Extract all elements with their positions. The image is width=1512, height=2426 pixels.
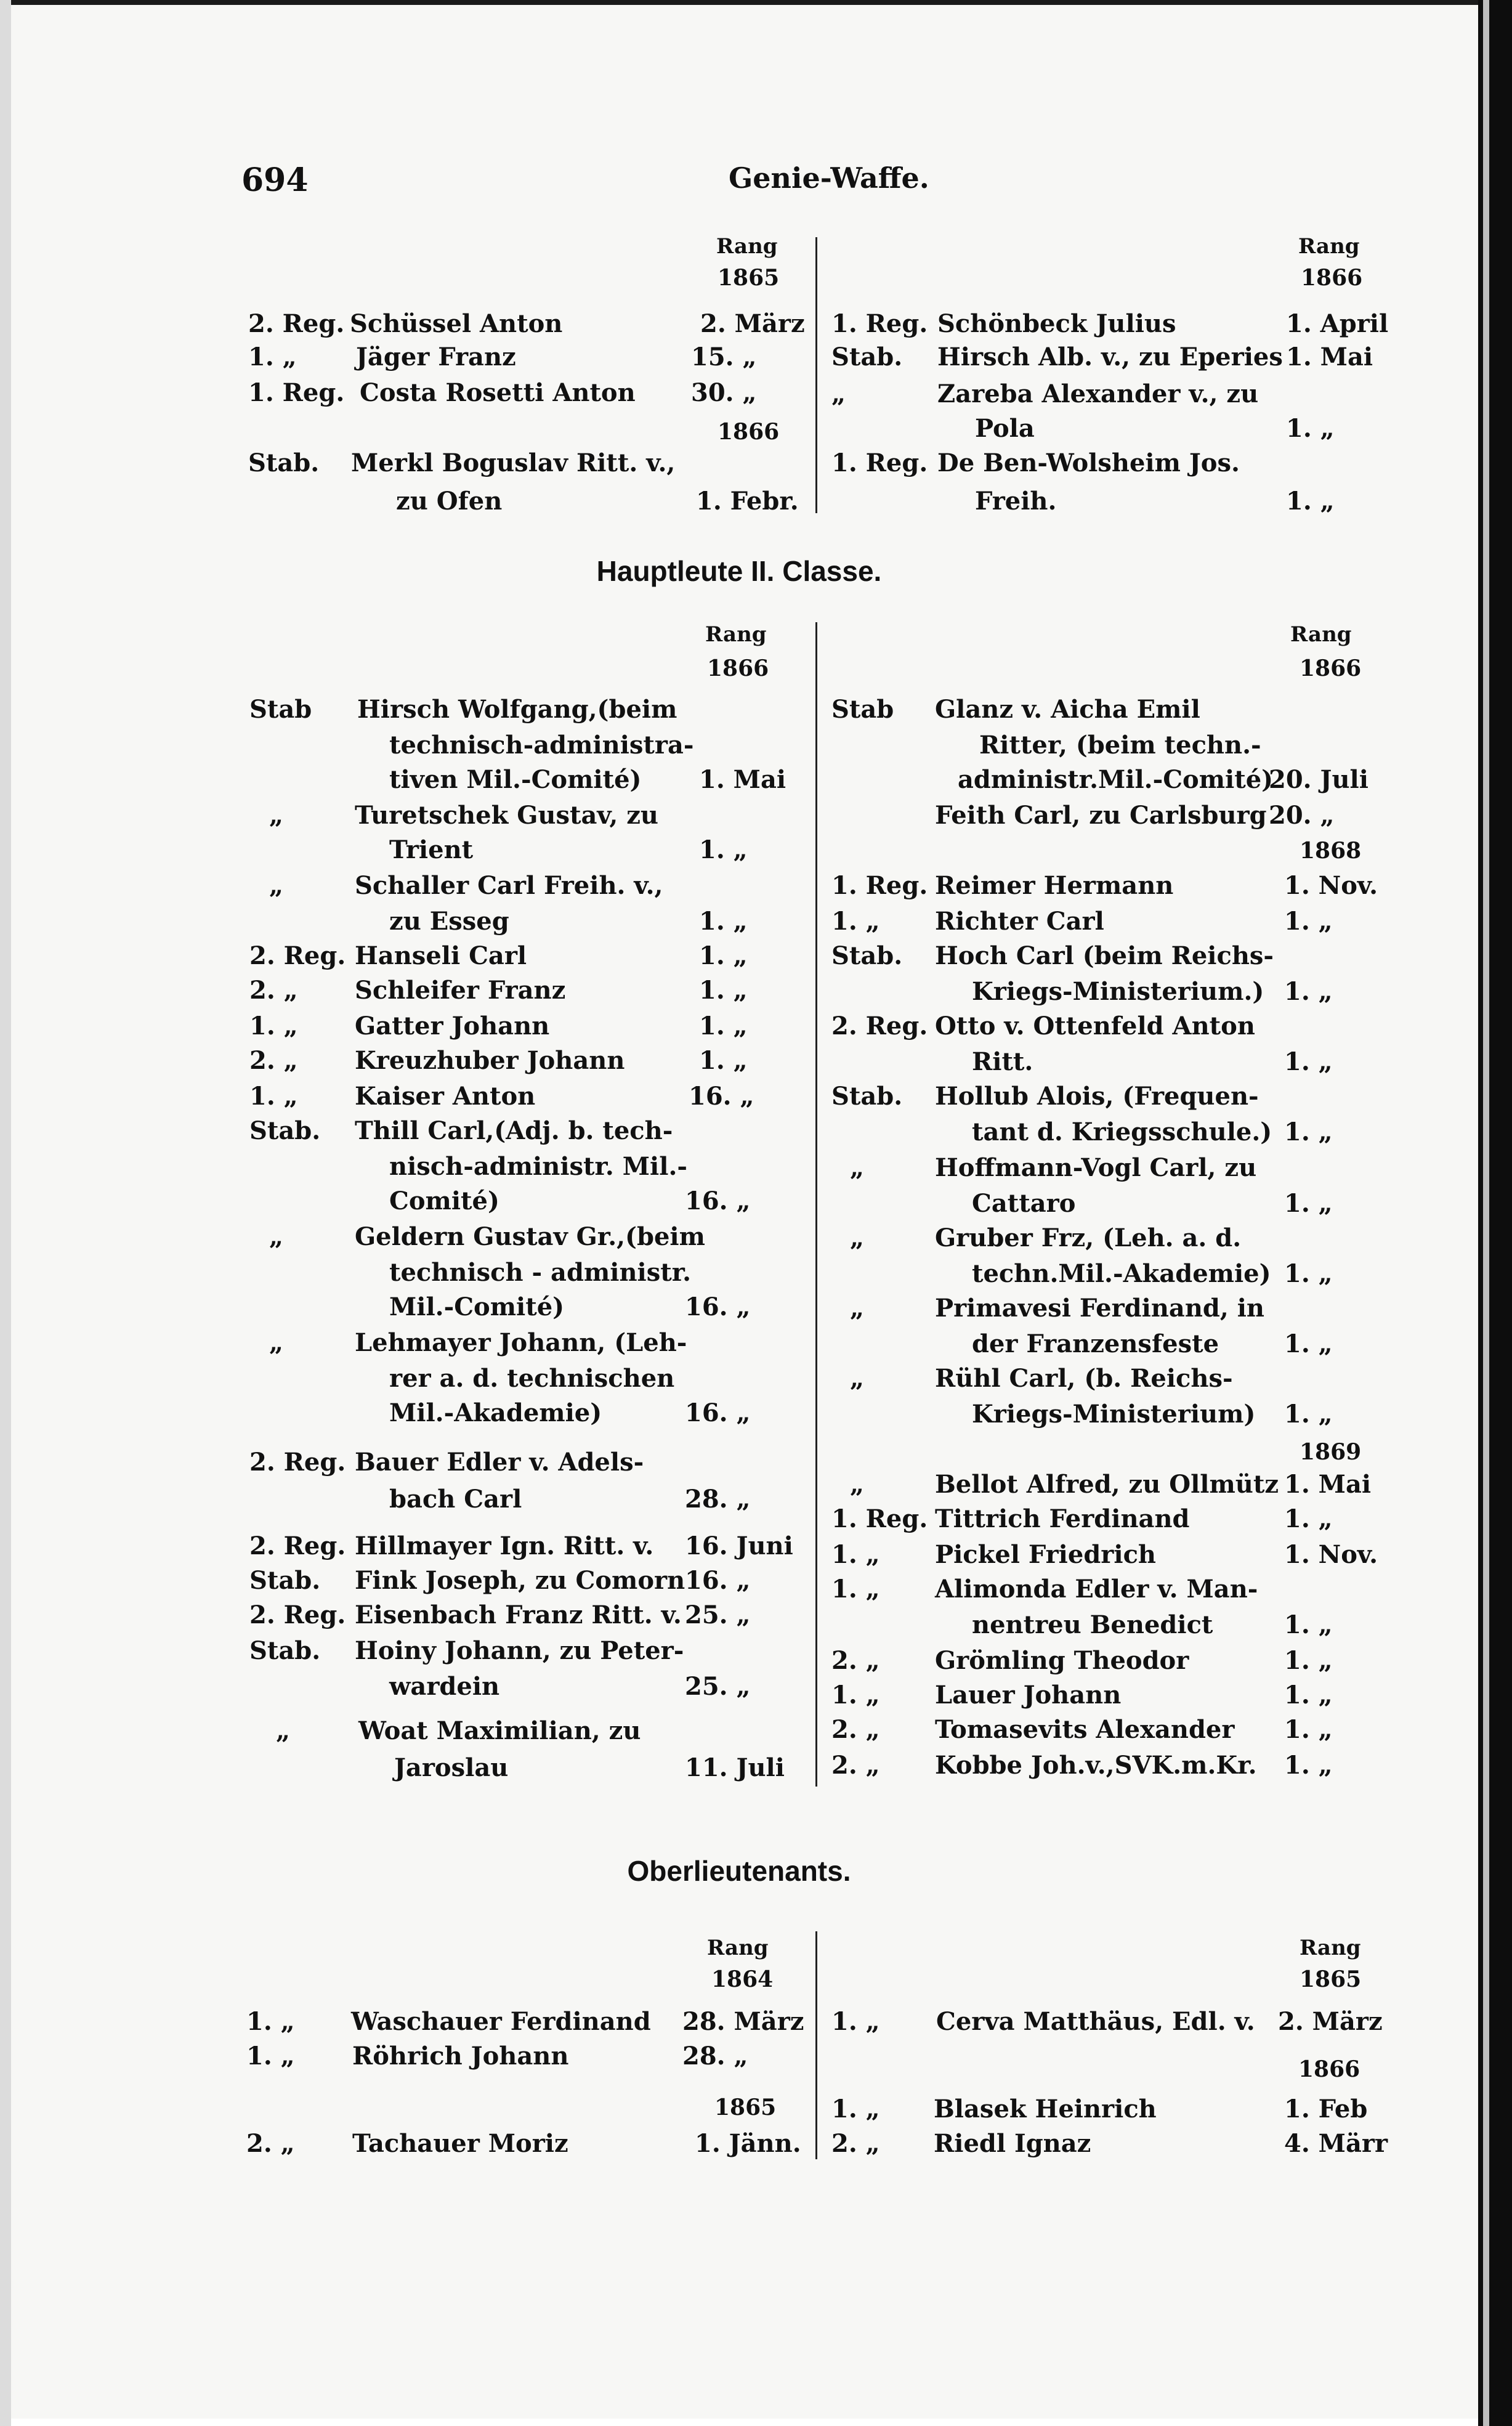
year-label: 1866 [718, 419, 780, 445]
entry-name: Hillmayer Ign. Ritt. v. [355, 1531, 654, 1560]
entry-name: Hollub Alois, (Frequen- [935, 1082, 1259, 1111]
entry-prefix: 1. „ [831, 2007, 880, 2036]
entry-prefix: Stab. [831, 941, 903, 970]
year-label: 1866 [1300, 655, 1362, 681]
entry-prefix: 2. „ [831, 1646, 880, 1675]
entry-name: Tomasevits Alexander [935, 1715, 1235, 1744]
entry-date: 15. „ [691, 343, 757, 371]
entry-name: Feith Carl, zu Carlsburg [935, 801, 1267, 830]
entry-continuation: rer a. d. technischen [389, 1364, 675, 1393]
entry-date: 16. „ [689, 1082, 754, 1111]
section-title: Oberlieutenants. [627, 1855, 851, 1887]
entry-name: Hanseli Carl [355, 941, 527, 970]
entry-continuation: Freih. [975, 487, 1057, 516]
entry-date: 1. Nov. [1284, 1540, 1378, 1569]
entry-name: Geldern Gustav Gr.,(beim [355, 1222, 705, 1251]
entry-date: 1. Mai [699, 765, 786, 794]
entry-prefix: 1. „ [248, 343, 297, 371]
entry-name: Zareba Alexander v., zu [937, 379, 1259, 408]
entry-name: Schüssel Anton [350, 309, 563, 338]
entry-date: 11. Juli [685, 1753, 785, 1782]
entry-name: Woat Maximilian, zu [358, 1716, 641, 1745]
entry-name: Reimer Hermann [935, 871, 1174, 900]
entry-date: 16. Juni [685, 1531, 793, 1560]
entry-prefix: Stab. [249, 1636, 321, 1665]
entry-name: Schleifer Franz [355, 976, 566, 1005]
entry-prefix: 1. Reg. [831, 1504, 928, 1533]
entry-continuation: bach Carl [389, 1485, 522, 1514]
entry-name: Costa Rosetti Anton [360, 378, 636, 407]
entry-date: 16. „ [685, 1566, 751, 1595]
entry-name: Pickel Friedrich [935, 1540, 1157, 1569]
entry-date: 28. „ [682, 2042, 748, 2071]
entry-date: 1. „ [1284, 907, 1333, 936]
entry-date: 2. März [1278, 2007, 1383, 2036]
entry-prefix: Stab [831, 695, 894, 724]
year-label: 1864 [711, 1966, 774, 1992]
entry-name: Hoffmann-Vogl Carl, zu [935, 1153, 1257, 1182]
rang-label: Rang [716, 234, 778, 259]
entry-continuation: Mil.-Comité) [389, 1292, 565, 1321]
entry-prefix: 1. „ [249, 1082, 298, 1111]
entry-prefix: 2. „ [831, 2129, 880, 2158]
entry-prefix: „ [850, 1364, 865, 1393]
entry-name: Glanz v. Aicha Emil [935, 695, 1200, 724]
entry-prefix: „ [850, 1470, 865, 1499]
entry-continuation: techn.Mil.-Akademie) [972, 1259, 1271, 1288]
entry-name: Blasek Heinrich [934, 2095, 1157, 2124]
rang-label: Rang [705, 622, 767, 647]
entry-prefix: 1. „ [831, 1575, 880, 1604]
entry-continuation: Cattaro [972, 1189, 1076, 1218]
entry-prefix: „ [269, 871, 284, 900]
entry-prefix: „ [850, 1223, 865, 1252]
rang-label: Rang [1300, 1936, 1361, 1960]
entry-date: 1. Febr. [696, 487, 799, 516]
year-label: 1866 [707, 655, 769, 681]
entry-continuation: Pola [975, 414, 1035, 443]
entry-name: Lehmayer Johann, (Leh- [355, 1328, 687, 1357]
scan-left-edge [0, 0, 11, 2426]
entry-continuation: nentreu Benedict [972, 1610, 1213, 1639]
entry-name: Bellot Alfred, zu Ollmütz [935, 1470, 1279, 1499]
entry-prefix: „ [269, 1222, 284, 1251]
entry-date: 28. „ [685, 1485, 751, 1514]
rang-label: Rang [1298, 234, 1360, 259]
entry-name: Röhrich Johann [352, 2042, 569, 2071]
entry-name: Kobbe Joh.v.,SVK.m.Kr. [935, 1751, 1257, 1780]
entry-prefix: 1. Reg. [248, 378, 345, 407]
entry-prefix: 2. Reg. [249, 1600, 346, 1629]
year-label: 1866 [1298, 2056, 1360, 2082]
entry-prefix: 2. „ [246, 2129, 295, 2158]
entry-name: Lauer Johann [935, 1681, 1122, 1710]
entry-name: Turetschek Gustav, zu [355, 801, 659, 830]
entry-date: 1. „ [1284, 977, 1333, 1006]
entry-date: 1. „ [1284, 1259, 1333, 1288]
entry-date: 16. „ [685, 1398, 751, 1427]
entry-name: Waschauer Ferdinand [351, 2007, 651, 2036]
entry-date: 1. „ [699, 1012, 748, 1041]
entry-prefix: „ [850, 1294, 865, 1323]
entry-continuation: tiven Mil.-Comité) [389, 765, 642, 794]
entry-date: 1. „ [1284, 1189, 1333, 1218]
entry-name: Merkl Boguslav Ritt. v., [351, 448, 676, 477]
entry-date: 1. Mai [1284, 1470, 1372, 1499]
entry-prefix: 1. „ [246, 2042, 295, 2071]
entry-prefix: 1. „ [831, 1540, 880, 1569]
year-label: 1868 [1300, 838, 1362, 864]
entry-name: Gatter Johann [355, 1012, 550, 1041]
entry-continuation: tant d. Kriegsschule.) [972, 1118, 1272, 1146]
entry-prefix: 2. Reg. [831, 1012, 928, 1041]
entry-date: 1. „ [699, 907, 748, 936]
entry-date: 30. „ [691, 378, 757, 407]
entry-name: De Ben-Wolsheim Jos. [937, 448, 1240, 477]
entry-prefix: 1. „ [246, 2007, 295, 2036]
entry-name: Schönbeck Julius [937, 309, 1176, 338]
entry-prefix: Stab. [831, 1082, 903, 1111]
entry-date: 1. „ [1284, 1681, 1333, 1710]
entry-prefix: 2. „ [831, 1751, 880, 1780]
entry-name: Kaiser Anton [355, 1082, 536, 1111]
entry-date: 1. Mai [1286, 343, 1373, 371]
entry-name: Schaller Carl Freih. v., [355, 871, 663, 900]
entry-prefix: 2. „ [249, 976, 298, 1005]
entry-name: Eisenbach Franz Ritt. v. [355, 1600, 682, 1629]
entry-name: Bauer Edler v. Adels- [355, 1448, 644, 1477]
entry-date: 1. „ [1284, 1400, 1333, 1429]
entry-date: 1. „ [1284, 1504, 1333, 1533]
entry-date: 1. „ [1284, 1646, 1333, 1675]
entry-prefix: 2. Reg. [249, 1448, 346, 1477]
entry-date: 1. „ [699, 835, 748, 864]
column-rule [815, 237, 817, 513]
column-rule [815, 1931, 817, 2159]
entry-name: Cerva Matthäus, Edl. v. [936, 2007, 1255, 2036]
entry-prefix: 2. „ [249, 1046, 298, 1075]
entry-date: 16. „ [685, 1292, 751, 1321]
entry-date: 28. März [682, 2007, 804, 2036]
entry-prefix: 1. Reg. [831, 871, 928, 900]
entry-date: 1. Feb [1284, 2095, 1368, 2124]
entry-date: 1. „ [1284, 1329, 1333, 1358]
entry-name: Rühl Carl, (b. Reichs- [935, 1364, 1233, 1393]
entry-date: 1. „ [1284, 1047, 1333, 1076]
entry-prefix: Stab. [249, 1566, 321, 1595]
entry-date: 1. „ [699, 976, 748, 1005]
entry-date: 4. Märr [1284, 2129, 1388, 2158]
scan-right-edge [1478, 0, 1512, 2426]
entry-name: Hirsch Alb. v., zu Eperies [937, 343, 1283, 371]
entry-prefix: „ [276, 1716, 291, 1745]
entry-date: 1. Jänn. [695, 2129, 801, 2158]
entry-name: Fink Joseph, zu Comorn [355, 1566, 685, 1595]
entry-continuation: Kriegs-Ministerium.) [972, 977, 1264, 1006]
entry-prefix: „ [269, 1328, 284, 1357]
entry-continuation: Jaroslau [394, 1753, 509, 1782]
entry-continuation: zu Esseg [389, 907, 509, 936]
entry-date: 1. „ [699, 941, 748, 970]
entry-prefix: Stab [249, 695, 312, 724]
rang-label: Rang [1290, 622, 1352, 647]
entry-continuation: Mil.-Akademie) [389, 1398, 602, 1427]
entry-date: 1. „ [1284, 1715, 1333, 1744]
entry-name: Riedl Ignaz [934, 2129, 1091, 2158]
entry-continuation: Comité) [389, 1187, 499, 1215]
entry-continuation: nisch-administr. Mil.- [389, 1152, 687, 1181]
entry-continuation: Kriegs-Ministerium) [972, 1400, 1256, 1429]
entry-name: Hoiny Johann, zu Peter- [355, 1636, 684, 1665]
entry-name: Jäger Franz [356, 343, 516, 371]
year-label: 1866 [1301, 265, 1363, 291]
entry-continuation: administr.Mil.-Comité) [958, 765, 1274, 794]
entry-name: Hoch Carl (beim Reichs- [935, 941, 1274, 970]
entry-prefix: Stab. [831, 343, 903, 371]
entry-name: Tittrich Ferdinand [935, 1504, 1190, 1533]
entry-prefix: 1. „ [831, 1681, 880, 1710]
entry-continuation: zu Ofen [396, 487, 503, 516]
entry-date: 25. „ [685, 1672, 751, 1701]
entry-prefix: 1. Reg. [831, 448, 928, 477]
column-rule [815, 622, 817, 1787]
year-label: 1869 [1300, 1439, 1362, 1465]
entry-prefix: Stab. [248, 448, 320, 477]
page-number: 694 [241, 161, 309, 199]
entry-prefix: 1. „ [831, 907, 880, 936]
entry-prefix: „ [831, 379, 846, 408]
entry-prefix: 2. „ [831, 1715, 880, 1744]
entry-prefix: 1. Reg. [831, 309, 928, 338]
entry-name: Otto v. Ottenfeld Anton [935, 1012, 1255, 1041]
entry-continuation: der Franzensfeste [972, 1329, 1219, 1358]
entry-name: Primavesi Ferdinand, in [935, 1294, 1264, 1323]
scan-top-edge [0, 0, 1512, 5]
entry-name: Alimonda Edler v. Man- [935, 1575, 1258, 1604]
entry-date: 1. „ [1284, 1751, 1333, 1780]
entry-date: 1. April [1286, 309, 1389, 338]
entry-date: 1. „ [1284, 1610, 1333, 1639]
entry-date: 16. „ [685, 1187, 751, 1215]
entry-continuation: technisch-administra- [389, 731, 694, 760]
entry-prefix: Stab. [249, 1116, 321, 1145]
entry-continuation: wardein [389, 1672, 500, 1701]
entry-prefix: 2. Reg. [249, 1531, 346, 1560]
entry-date: 1. „ [699, 1046, 748, 1075]
entry-name: Richter Carl [935, 907, 1104, 936]
section-title: Hauptleute II. Classe. [596, 555, 882, 587]
entry-continuation: Trient [389, 835, 474, 864]
entry-date: 25. „ [685, 1600, 751, 1629]
entry-continuation: technisch - administr. [389, 1258, 692, 1287]
rang-label: Rang [707, 1936, 769, 1960]
year-label: 1865 [1300, 1966, 1362, 1992]
entry-prefix: „ [850, 1153, 865, 1182]
entry-date: 1. „ [1286, 487, 1335, 516]
entry-date: 1. „ [1284, 1118, 1333, 1146]
entry-prefix: 2. Reg. [249, 941, 346, 970]
entry-name: Grömling Theodor [935, 1646, 1189, 1675]
entry-prefix: 1. „ [831, 2095, 880, 2124]
entry-prefix: 1. „ [249, 1012, 298, 1041]
entry-name: Gruber Frz, (Leh. a. d. [935, 1223, 1242, 1252]
year-label: 1865 [718, 265, 780, 291]
entry-date: 1. Nov. [1284, 871, 1378, 900]
entry-prefix: 2. Reg. [248, 309, 345, 338]
entry-continuation: Ritt. [972, 1047, 1033, 1076]
entry-date: 1. „ [1286, 414, 1335, 443]
entry-name: Tachauer Moriz [352, 2129, 568, 2158]
running-title: Genie-Waffe. [729, 161, 929, 195]
entry-name: Thill Carl,(Adj. b. tech- [355, 1116, 673, 1145]
entry-name: Kreuzhuber Johann [355, 1046, 625, 1075]
entry-date: 2. März [700, 309, 805, 338]
year-label: 1865 [714, 2095, 777, 2120]
entry-prefix: „ [269, 801, 284, 830]
entry-name: Hirsch Wolfgang,(beim [357, 695, 677, 724]
entry-date: 20. „ [1269, 801, 1335, 830]
entry-continuation: Ritter, (beim techn.- [979, 731, 1261, 760]
entry-date: 20. Juli [1269, 765, 1368, 794]
